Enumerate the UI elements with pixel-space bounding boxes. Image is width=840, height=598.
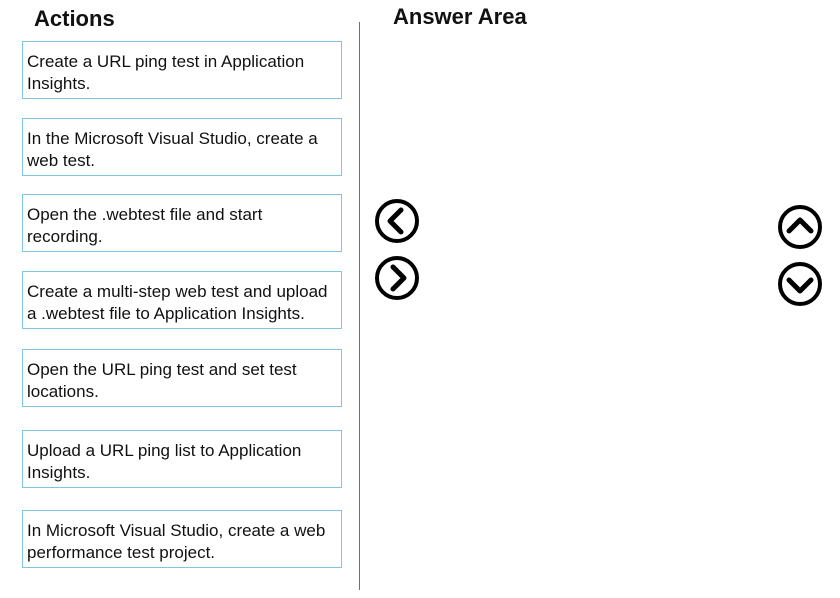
action-item[interactable]: Open the URL ping test and set test locations.	[22, 349, 342, 407]
move-up-button[interactable]	[777, 204, 823, 250]
vertical-divider	[359, 22, 360, 590]
action-item[interactable]: Open the .webtest file and start recording.	[22, 194, 342, 252]
action-item[interactable]: Create a multi-step web test and upload a .webtest file to Application Insights.	[22, 271, 342, 329]
move-right-button[interactable]	[374, 255, 420, 301]
move-left-button[interactable]	[374, 198, 420, 244]
actions-heading: Actions	[34, 6, 115, 31]
action-item[interactable]: In Microsoft Visual Studio, create a web performance test project.	[22, 510, 342, 568]
action-item[interactable]: Create a URL ping test in Application Insights.	[22, 41, 342, 99]
circle-chevron-left-icon	[374, 198, 420, 244]
answer-area-heading: Answer Area	[393, 4, 527, 29]
action-item[interactable]: Upload a URL ping list to Application Insights.	[22, 430, 342, 488]
move-down-button[interactable]	[777, 261, 823, 307]
circle-chevron-down-icon	[777, 261, 823, 307]
circle-chevron-right-icon	[374, 255, 420, 301]
circle-chevron-up-icon	[777, 204, 823, 250]
action-item[interactable]: In the Microsoft Visual Studio, create a web test.	[22, 118, 342, 176]
